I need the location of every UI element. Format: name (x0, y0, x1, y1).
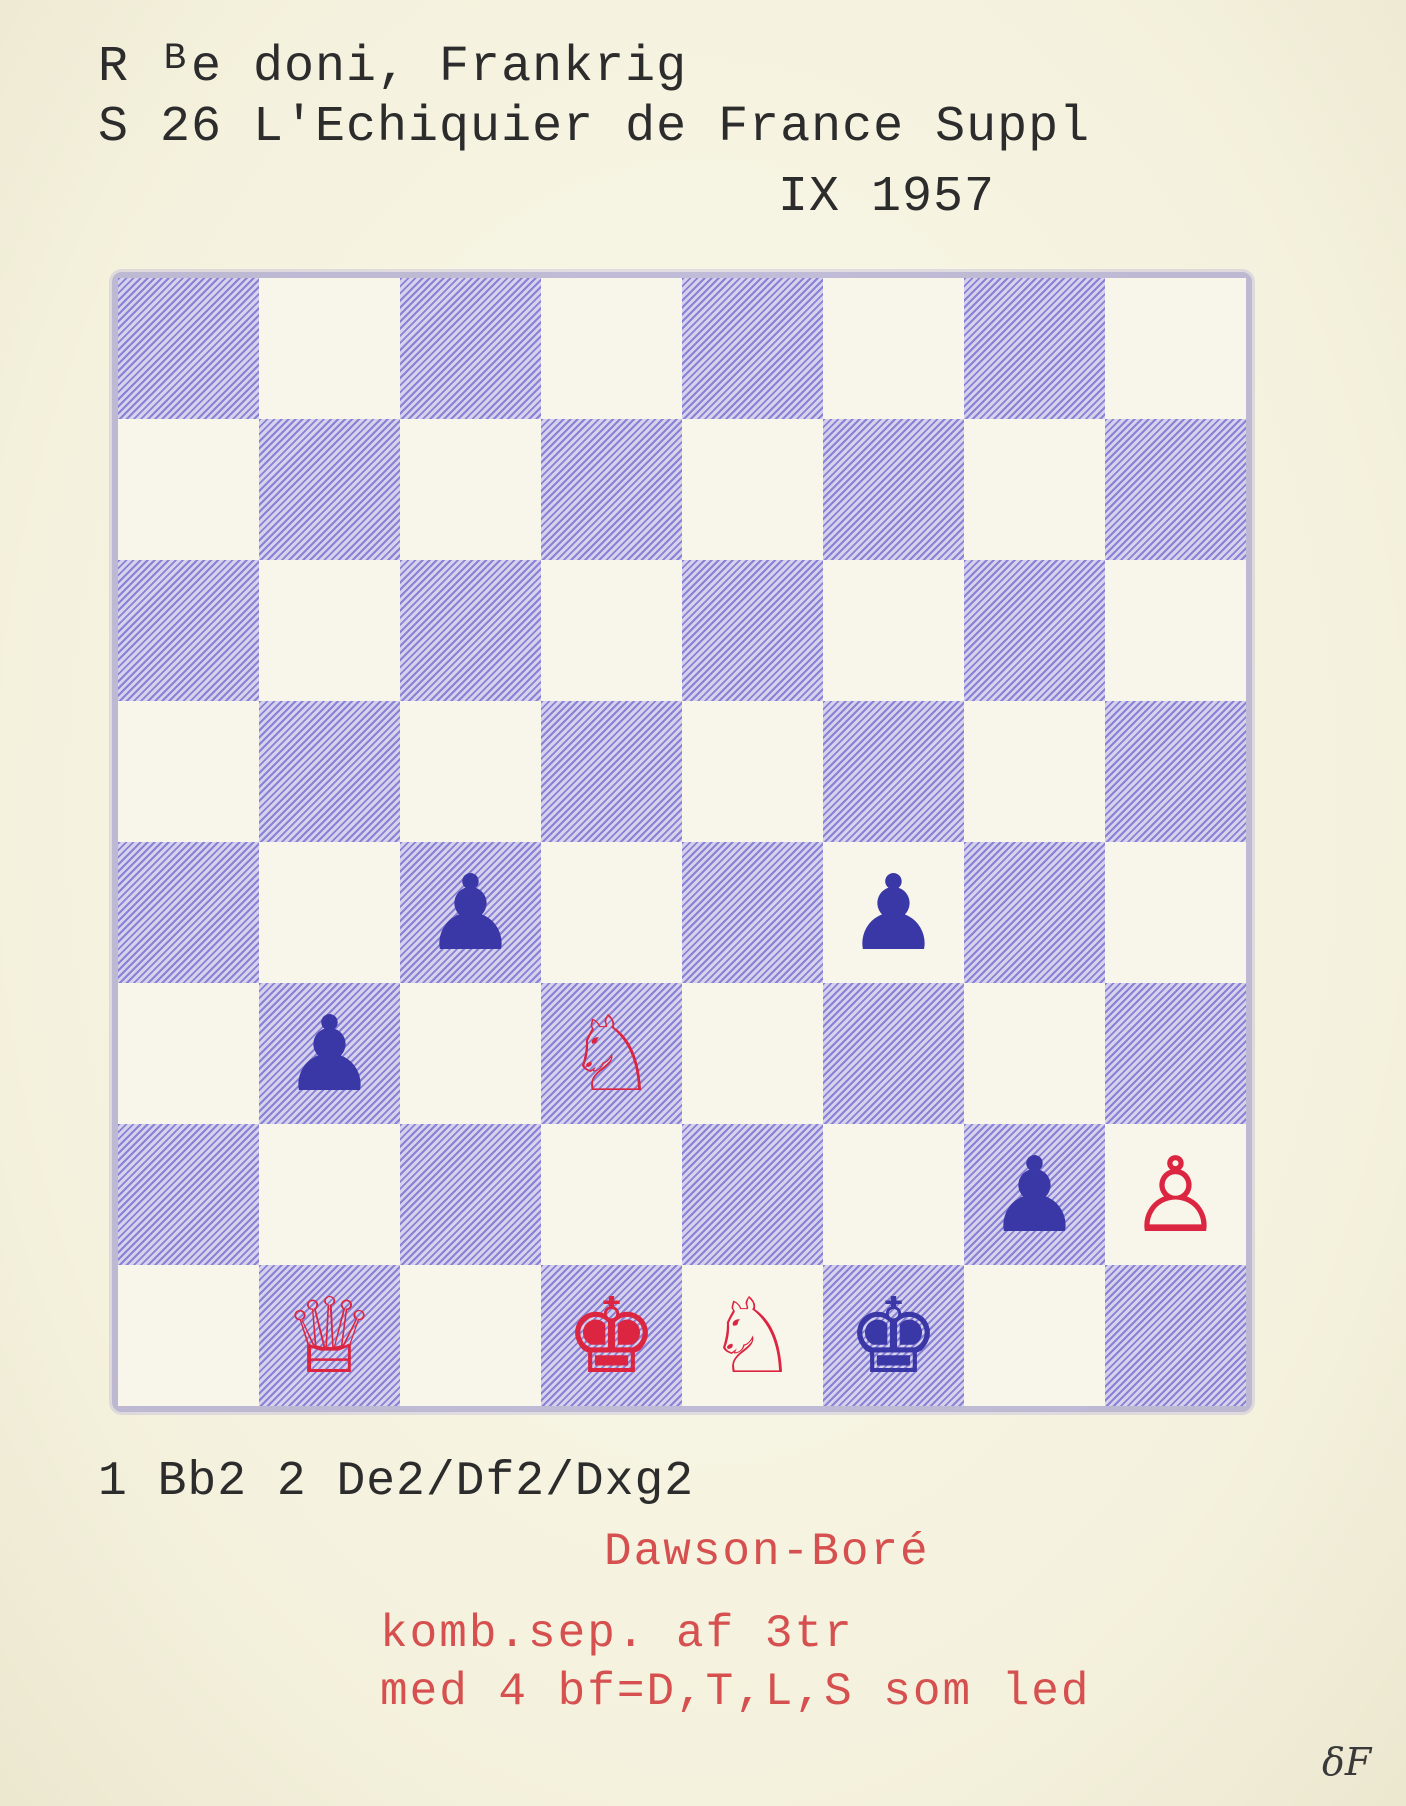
blue-pawn-c4: ♟ (423, 851, 518, 974)
square-c4 (400, 842, 541, 983)
square-a8 (118, 278, 259, 419)
red-pawn-h2: ♙ (1128, 1133, 1223, 1256)
chess-board (112, 272, 1252, 1412)
square-d3 (541, 983, 682, 1124)
square-a7 (118, 419, 259, 560)
square-h6 (1105, 560, 1246, 701)
blue-pawn-g2: ♟ (987, 1133, 1082, 1256)
square-g2 (964, 1124, 1105, 1265)
square-c3 (400, 983, 541, 1124)
square-h7 (1105, 419, 1246, 560)
square-e2 (682, 1124, 823, 1265)
red-knight-d3: ♘ (564, 992, 659, 1115)
square-f1 (823, 1265, 964, 1406)
square-f4 (823, 842, 964, 983)
handwritten-initials: δF (1322, 1740, 1372, 1784)
square-a4 (118, 842, 259, 983)
square-e7 (682, 419, 823, 560)
square-b8 (259, 278, 400, 419)
blue-pawn-b3: ♟ (282, 992, 377, 1115)
square-e6 (682, 560, 823, 701)
square-f8 (823, 278, 964, 419)
square-h4 (1105, 842, 1246, 983)
square-h8 (1105, 278, 1246, 419)
date-line: IX 1957 (778, 169, 996, 226)
square-b1 (259, 1265, 400, 1406)
square-e3 (682, 983, 823, 1124)
square-d8 (541, 278, 682, 419)
square-d2 (541, 1124, 682, 1265)
composer-line: R ᴮe doni, Frankrig (98, 39, 688, 96)
square-c6 (400, 560, 541, 701)
red-queen-b1: ♕ (282, 1274, 377, 1397)
square-b4 (259, 842, 400, 983)
square-e8 (682, 278, 823, 419)
square-d4 (541, 842, 682, 983)
square-c8 (400, 278, 541, 419)
blue-pawn-f4: ♟ (846, 851, 941, 974)
square-f6 (823, 560, 964, 701)
square-f3 (823, 983, 964, 1124)
square-e1 (682, 1265, 823, 1406)
square-h3 (1105, 983, 1246, 1124)
square-d6 (541, 560, 682, 701)
square-c7 (400, 419, 541, 560)
square-c5 (400, 701, 541, 842)
square-g1 (964, 1265, 1105, 1406)
square-a5 (118, 701, 259, 842)
square-e4 (682, 842, 823, 983)
square-e5 (682, 701, 823, 842)
genre-stamp: Dawson-Boré (604, 1526, 930, 1578)
square-b7 (259, 419, 400, 560)
source-line: S 26 L'Echiquier de France Suppl (98, 99, 1091, 156)
combination-line-2: med 4 bf=D,T,L,S som led (380, 1666, 1091, 1718)
square-d5 (541, 701, 682, 842)
red-knight-e1: ♘ (705, 1274, 800, 1397)
square-b6 (259, 560, 400, 701)
square-a2 (118, 1124, 259, 1265)
square-a3 (118, 983, 259, 1124)
square-b2 (259, 1124, 400, 1265)
square-d7 (541, 419, 682, 560)
square-c2 (400, 1124, 541, 1265)
square-f7 (823, 419, 964, 560)
square-g8 (964, 278, 1105, 419)
solution-line: 1 Bb2 2 De2/Df2/Dxg2 (98, 1455, 695, 1509)
square-f2 (823, 1124, 964, 1265)
square-g3 (964, 983, 1105, 1124)
square-h5 (1105, 701, 1246, 842)
square-a6 (118, 560, 259, 701)
blue-king-f1: ♚ (846, 1274, 941, 1397)
square-g5 (964, 701, 1105, 842)
square-h1 (1105, 1265, 1246, 1406)
square-a1 (118, 1265, 259, 1406)
square-g7 (964, 419, 1105, 560)
square-c1 (400, 1265, 541, 1406)
red-king-d1: ♚ (564, 1274, 659, 1397)
square-f5 (823, 701, 964, 842)
square-d1 (541, 1265, 682, 1406)
combination-line-1: komb.sep. af 3tr (380, 1608, 854, 1660)
square-g6 (964, 560, 1105, 701)
square-b5 (259, 701, 400, 842)
square-g4 (964, 842, 1105, 983)
square-h2 (1105, 1124, 1246, 1265)
square-b3 (259, 983, 400, 1124)
